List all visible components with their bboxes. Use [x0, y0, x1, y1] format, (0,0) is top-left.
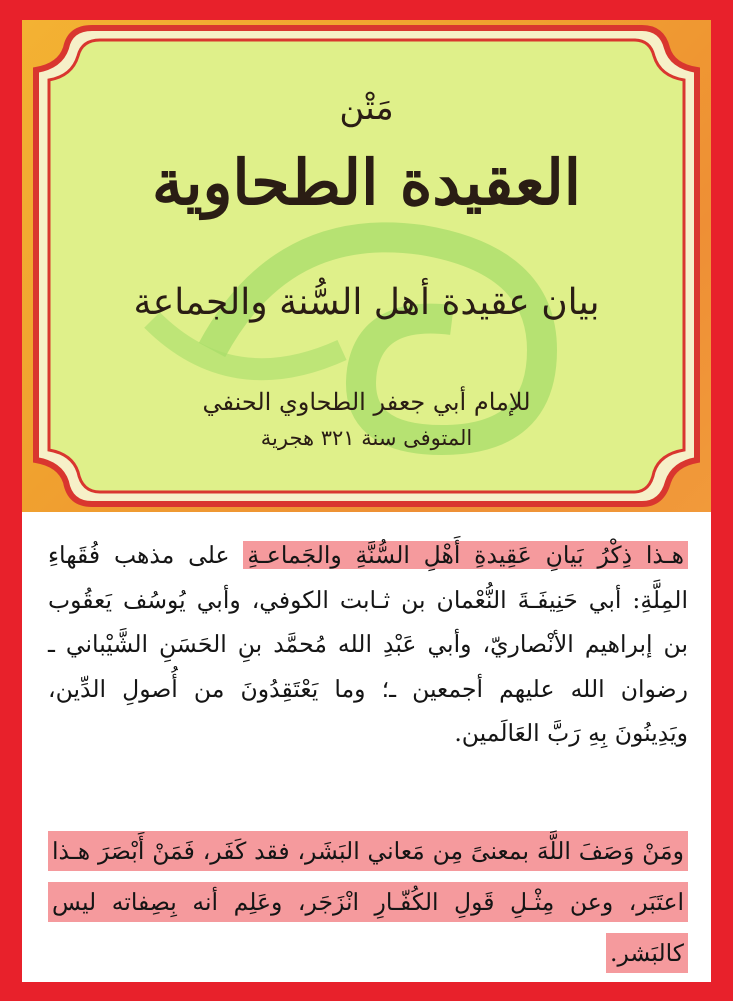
paragraph-1 — [48, 533, 688, 756]
cover-title: العقيدة الطحاوية — [151, 146, 582, 219]
page — [22, 20, 711, 982]
highlighted-paragraph: ومَنْ وَصَفَ اللَّهَ بمعنىً مِن مَعاني البَشَر، فقد كَفَر، فَمَنْ أَبْصَرَ هـذا اعتَبَر، وعن مِثْـلِ قَولِ الكُفّـارِ انْزَجَر، وعَلِم أنه بِصِفاته ليس كالبَشر. — [48, 831, 688, 973]
cover-matn: مَتْن — [339, 88, 394, 128]
cover-author: للإمام أبي جعفر الطحاوي الحنفي — [202, 388, 531, 416]
highlighted-phrase: هـذا ذِكْرُ بَيانِ عَقِيدةِ أَهْلِ السُّنَّةِ والجَماعـةِ — [243, 541, 688, 569]
cover-death-date: المتوفى سنة ٣٢١ هجرية — [260, 426, 473, 450]
cover-subtitle: بيان عقيدة أهل السُّنة والجماعة — [133, 282, 600, 323]
book-cover — [22, 20, 711, 512]
paragraph-1-text: على مذهب فُقَهاءِ المِلَّةِ: أبي حَنِيفَـةَ النُّعْمان بن ثـابت الكوفي، وأبي يُوسُف يَعقُوب بن إبراهيم الأنْصاريّ، وأبي عَبْدِ الله مُحمَّد بنِ الحَسَنِ الشَّيْباني ـ رضوان الله عليهم أجمعين ـ؛ وما يَعْتَقِدُونَ من أُصولِ الدِّين، ويَدِينُونَ بِهِ رَبَّ العَالَمين. — [48, 541, 688, 747]
paragraph-2 — [48, 826, 688, 979]
